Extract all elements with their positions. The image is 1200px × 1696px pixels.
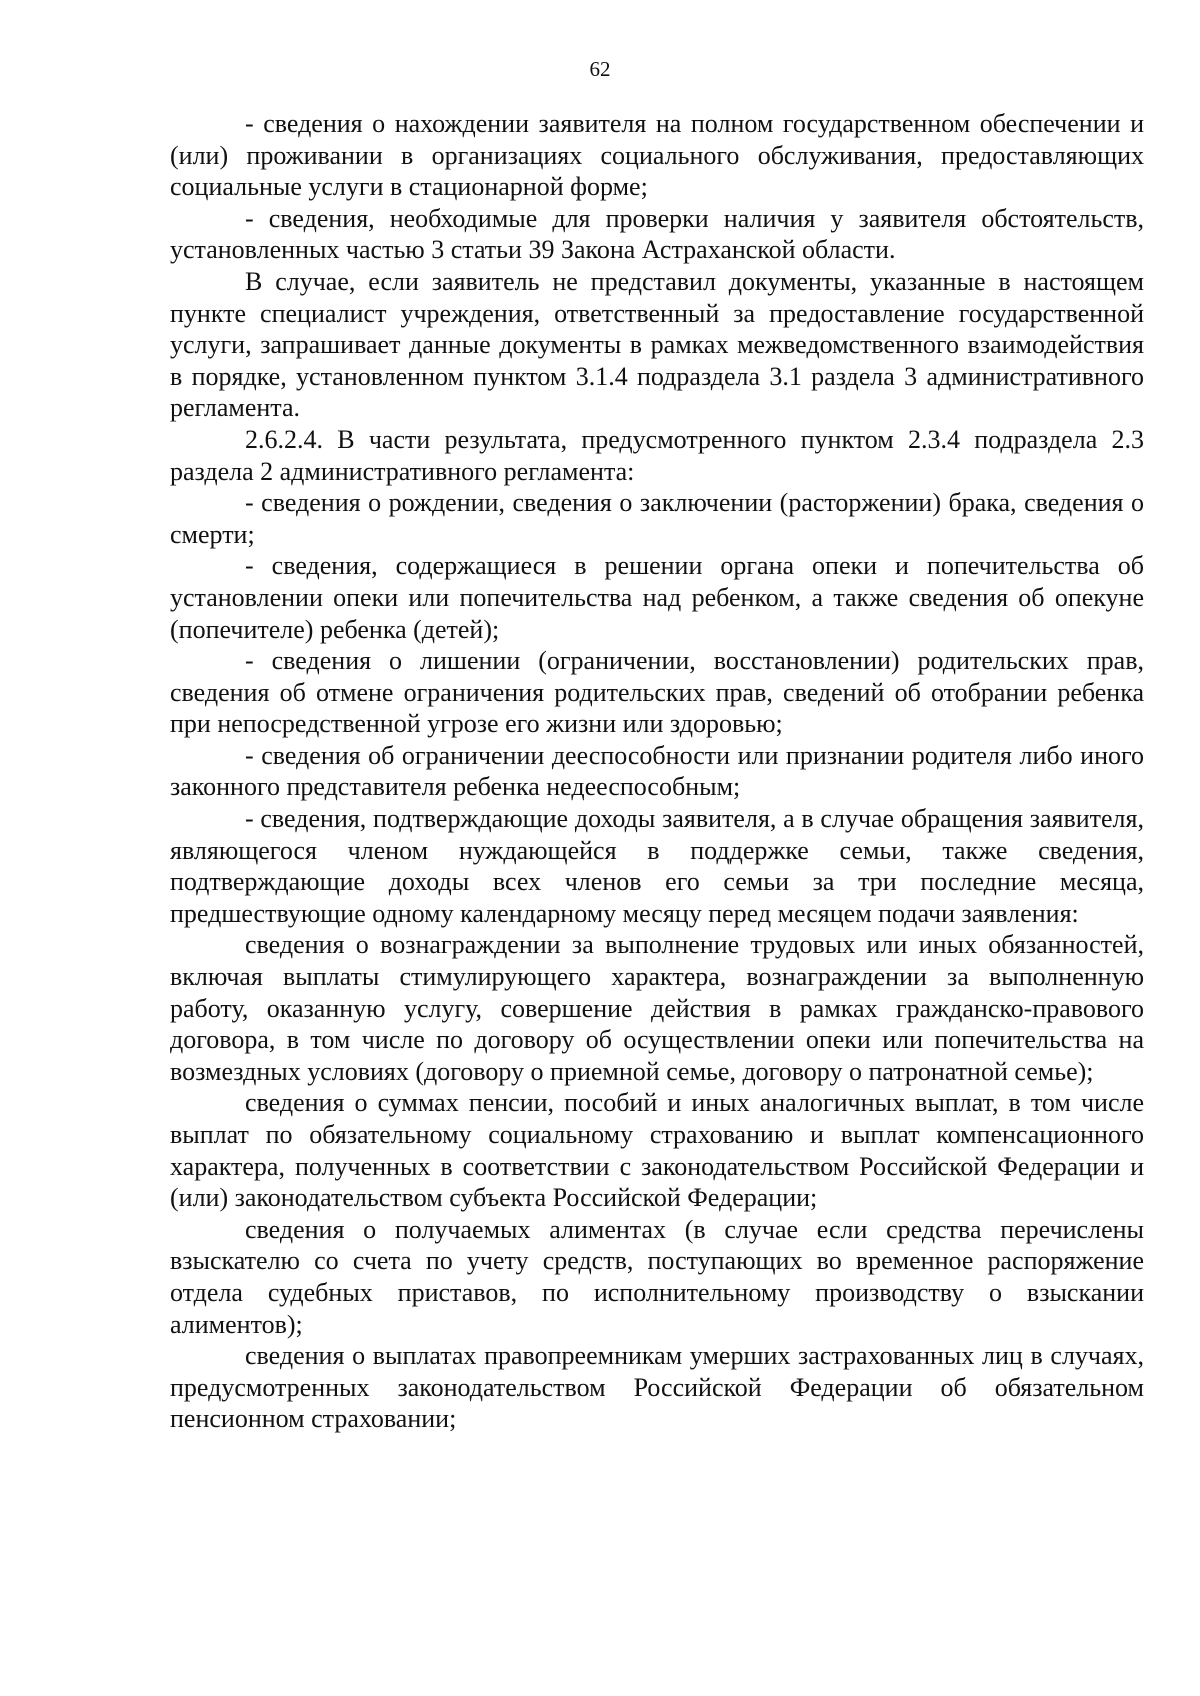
paragraph: В случае, если заявитель не представил документы, указанные в настоящем пункте специалист учреждения, ответственный за предоставление государственной услуги, запрашивает данные документы в рамках межведомственного взаимодействия в порядке, установленном пунктом 3.1.4 подраздела 3.1 раздела 3 административного регламента. (170, 266, 1144, 423)
paragraph: - сведения, подтверждающие доходы заявителя, а в случае обращения заявителя, являющегося членом нуждающейся в поддержке семьи, также сведения, подтверждающие доходы всех членов его семьи за три последние месяца, предшествующие одному календарному месяцу перед месяцем подачи заявления: (170, 804, 1144, 928)
paragraph: - сведения, необходимые для проверки наличия у заявителя обстоятельств, установленных частью 3 статьи 39 Закона Астраханской области. (170, 203, 1144, 265)
paragraph: - сведения об ограничении дееспособности или признании родителя либо иного законного представителя ребенка недееспособным; (170, 740, 1144, 802)
paragraph: сведения о получаемых алиментах (в случае если средства перечислены взыскателю со счета по учету средств, поступающих во временное распоряжение отдела судебных приставов, по исполнительному производству о взыскании алиментов); (170, 1214, 1144, 1339)
paragraph: - сведения о лишении (ограничении, восстановлении) родительских прав, сведения об отмене ограничения родительских прав, сведений об отобрании ребенка при непосредственной угрозе его жизни или здоровью; (170, 646, 1144, 739)
paragraph: - сведения, содержащиеся в решении органа опеки и попечительства об установлении опеки или попечительства над ребенком, а также сведения об опекуне (попечителе) ребенка (детей); (170, 551, 1144, 644)
document-body (170, 108, 1144, 1435)
paragraph: - сведения о нахождении заявителя на полном государственном обеспечении и (или) проживании в организациях социального обслуживания, предоставляющих социальные услуги в стационарной форме; (170, 109, 1144, 202)
paragraph: 2.6.2.4. В части результата, предусмотренного пунктом 2.3.4 подраздела 2.3 раздела 2 административного регламента: (170, 424, 1144, 486)
paragraph: сведения о выплатах правопреемникам умерших застрахованных лиц в случаях, предусмотренных законодательством Российской Федерации об обязательном пенсионном страховании; (170, 1341, 1144, 1434)
page-number: 62 (589, 57, 611, 81)
paragraph: - сведения о рождении, сведения о заключении (расторжении) брака, сведения о смерти; (170, 488, 1144, 549)
paragraph: сведения о вознаграждении за выполнение трудовых или иных обязанностей, включая выплаты стимулирующего характера, вознаграждении за выполненную работу, оказанную услугу, совершение действия в рамках гражданско-правового договора, в том числе по договору об осуществлении опеки или попечительства на возмездных условиях (договору о приемной семье, договору о патронатной семье); (170, 930, 1144, 1086)
paragraph: сведения о суммах пенсии, пособий и иных аналогичных выплат, в том числе выплат по обязательному социальному страхованию и выплат компенсационного характера, полученных в соответствии с законодательством Российской Федерации и (или) законодательством субъекта Российской Федерации; (170, 1088, 1144, 1213)
